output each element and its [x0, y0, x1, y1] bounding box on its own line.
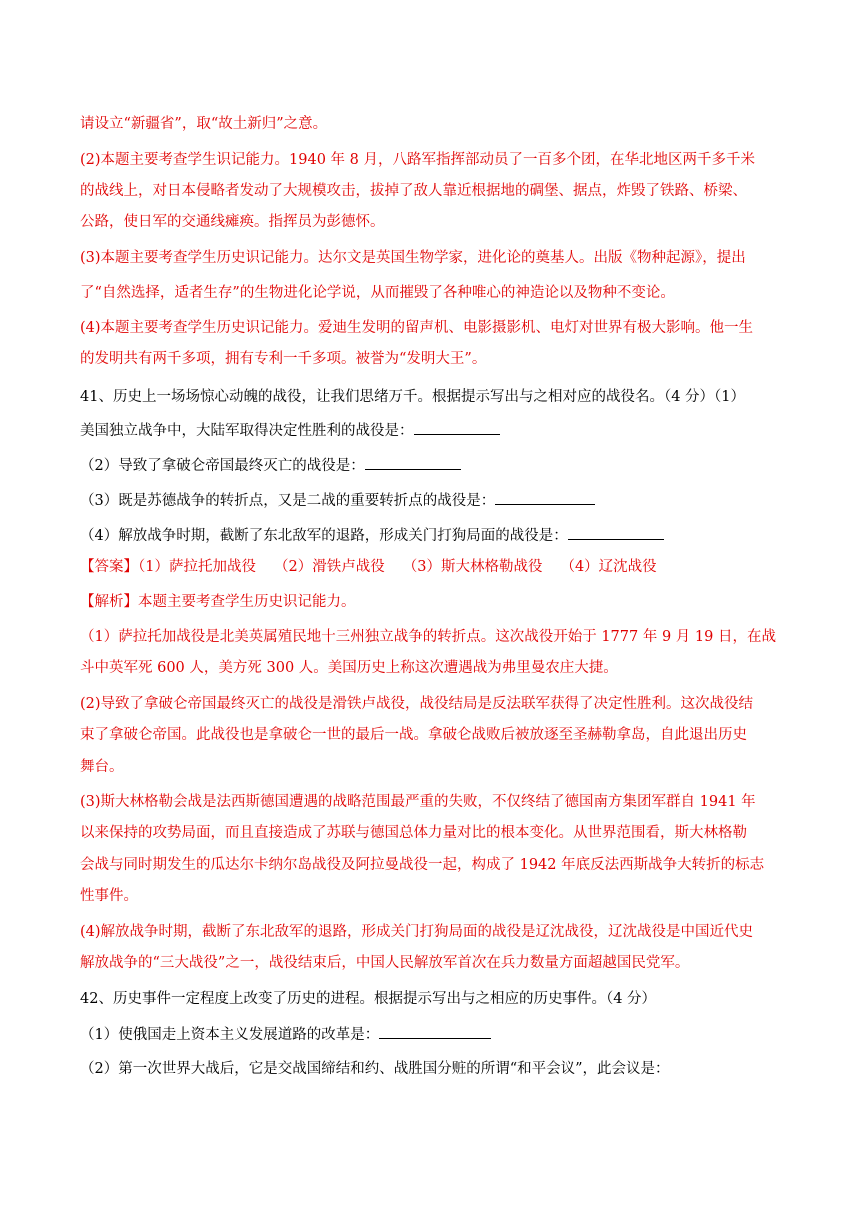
answer-blank-3[interactable] [495, 490, 595, 505]
q41-item-3 [80, 490, 595, 511]
q41-item-1-text: 美国独立战争中，大陆军取得决定性胜利的战役是： [80, 423, 414, 439]
prev-answer-line: 请设立“新疆省”，取“故土新归”之意。 [80, 116, 328, 132]
q41-item-4 [80, 525, 664, 546]
answer-4: （4）辽沈战役 [560, 559, 657, 575]
answer-tag: 【答案】 [80, 559, 138, 575]
analysis-tag: 【解析】 [80, 594, 138, 610]
analysis-1-line-2: 斗中英军死 600 人，美方死 300 人。美国历史上称这次遭遇战为弗里曼农庄大捷。 [80, 660, 618, 676]
analysis-3-line-1: (3)斯大林格勒会战是法西斯德国遭遇的战略范围最严重的失败，不仅终结了德国南方集团军群自 1941 年 [80, 794, 756, 810]
q42-stem: 42、历史事件一定程度上改变了历史的进程。根据提示写出与之相应的历史事件。（4 分） [80, 991, 657, 1007]
answer-blank-1[interactable] [414, 420, 500, 435]
q41-item-3-text: （3）既是苏德战争的转折点，又是二战的重要转折点的战役是： [80, 493, 496, 509]
q42-item-1 [80, 1024, 491, 1045]
q41-stem-line-1: 41、历史上一场场惊心动魄的战役，让我们思绪万千。根据提示写出与之相对应的战役名。（4 分）（1） [80, 389, 746, 405]
answer-blank-2[interactable] [365, 455, 461, 470]
q41-item-4-text: （4）解放战争时期，截断了东北敌军的退路，形成关门打狗局面的战役是： [80, 528, 568, 544]
q41-item-2-text: （2）导致了拿破仑帝国最终灭亡的战役是： [80, 458, 365, 474]
analysis-intro: 本题主要考查学生历史识记能力。 [138, 594, 356, 610]
analysis-4-line-1: (4)解放战争时期，截断了东北敌军的退路，形成关门打狗局面的战役是辽沈战役，辽沈战役是中国近代史 [80, 924, 754, 940]
analysis-2-line-2: 束了拿破仑帝国。此战役也是拿破仑一世的最后一战。拿破仑战败后被放逐至圣赫勒拿岛，自此退出历史 [80, 727, 747, 743]
q41-analysis-heading [80, 592, 356, 612]
analysis-2-line-1: (2)导致了拿破仑帝国最终灭亡的战役是滑铁卢战役，战役结局是反法联军获得了决定性胜利。这次战役结 [80, 696, 754, 712]
prev-analysis-4-line-2: 的发明共有两千多项，拥有专利一千多项。被誉为“发明大王”。 [80, 351, 487, 367]
q41-item-2 [80, 455, 461, 476]
prev-analysis-2-line-1: (2)本题主要考查学生识记能力。1940 年 8 月，八路军指挥部动员了一百多个团，在华北地区两千多千米 [80, 152, 755, 168]
analysis-3-line-2: 以来保持的攻势局面，而且直接造成了苏联与德国总体力量对比的根本变化。从世界范围看，斯大林格勒 [80, 825, 747, 841]
analysis-1-line-1: （1）萨拉托加战役是北美英属殖民地十三州独立战争的转折点。这次战役开始于 1777 年 9 月 19 日，在战 [80, 629, 776, 645]
analysis-4-line-2: 解放战争的“三大战役”之一，战役结束后，中国人民解放军首次在兵力数量方面超越国民党军。 [80, 955, 690, 971]
prev-analysis-2-line-3: 公路，使日军的交通线瘫痪。指挥员为彭德怀。 [80, 214, 385, 230]
q41-item-1 [80, 420, 500, 441]
analysis-3-line-3: 会战与同时期发生的瓜达尔卡纳尔岛战役及阿拉曼战役一起，构成了 1942 年底反法西斯战争大转折的标志 [80, 857, 765, 873]
q42-item-2: （2）第一次世界大战后，它是交战国缔结和约、战胜国分赃的所谓“和平会议”，此会议是： [80, 1061, 670, 1077]
answer-3: （3）斯大林格勒战役 [402, 559, 543, 575]
analysis-2-line-3: 舞台。 [80, 759, 124, 775]
answer-1: （1）萨拉托加战役 [138, 559, 256, 575]
prev-analysis-3-line-1: (3)本题主要考查学生历史识记能力。达尔文是英国生物学家，进化论的奠基人。出版《物种起源》，提出 [80, 250, 746, 266]
answer-2: （2）滑铁卢战役 [273, 559, 385, 575]
answer-blank-5[interactable] [379, 1024, 491, 1039]
prev-analysis-4-line-1: (4)本题主要考查学生历史识记能力。爱迪生发明的留声机、电影摄影机、电灯对世界有极大影响。他一生 [80, 320, 754, 336]
prev-analysis-2-line-2: 的战线上，对日本侵略者发动了大规模攻击，拔掉了敌人靠近根据地的碉堡、据点，炸毁了铁路、桥梁、 [80, 183, 747, 199]
q41-answer-line [80, 557, 657, 577]
analysis-3-line-4: 性事件。 [80, 888, 138, 904]
q42-item-1-text: （1）使俄国走上资本主义发展道路的改革是： [80, 1027, 380, 1043]
answer-blank-4[interactable] [568, 525, 664, 540]
prev-analysis-3-line-2: 了“自然选择，适者生存”的生物进化论学说，从而摧毁了各种唯心的神造论以及物种不变论。 [80, 285, 675, 301]
